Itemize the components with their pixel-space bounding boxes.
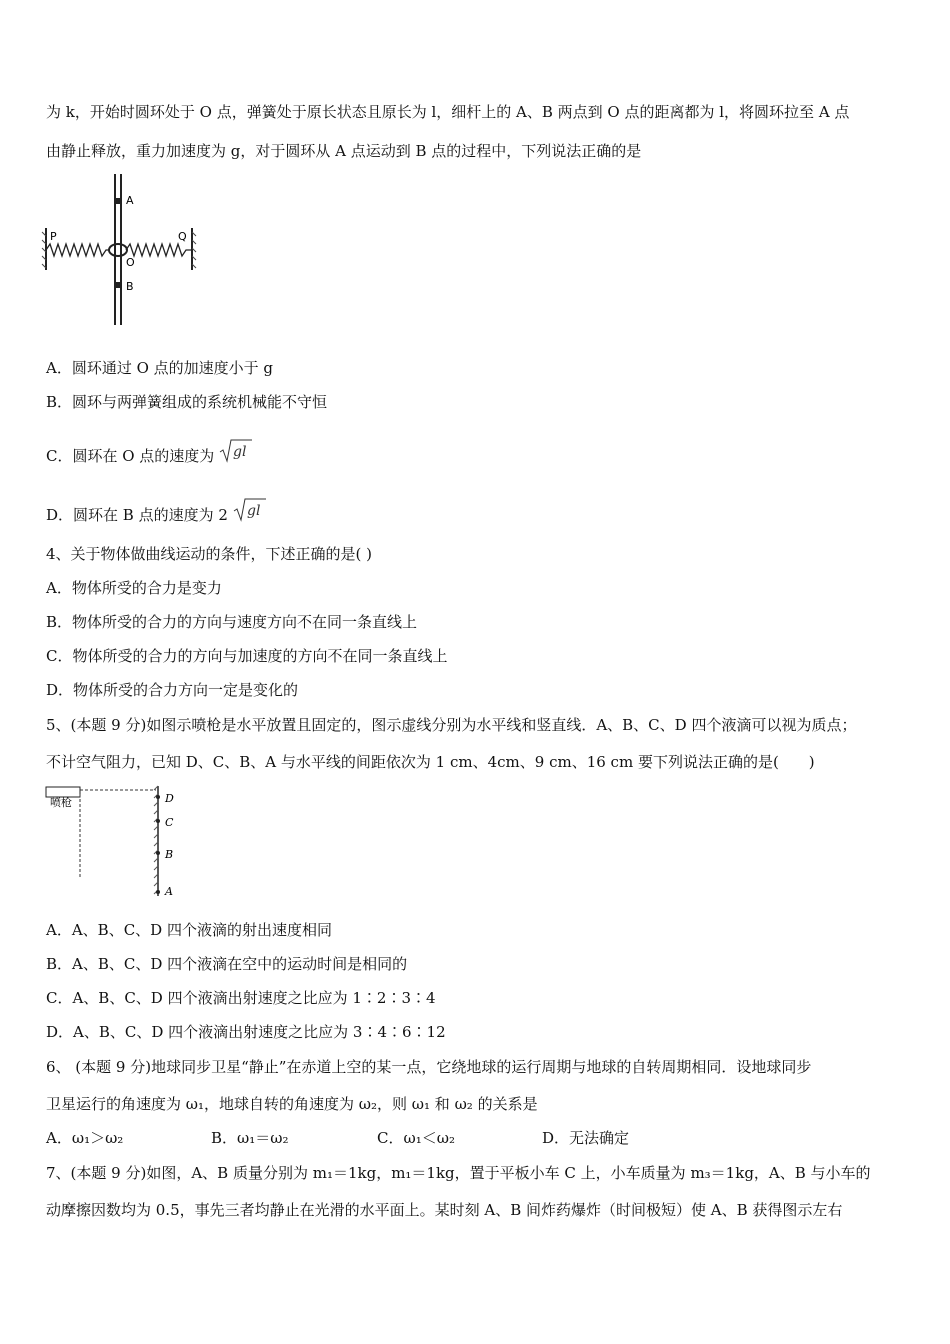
spray-gun-figure (44, 784, 194, 900)
q4-option-d: D．物体所受的合力方向一定是变化的 (46, 681, 299, 699)
q3-option-b: B．圆环与两弹簧组成的系统机械能不守恒 (46, 393, 328, 411)
q3-option-c-text: C．圆环在 O 点的速度为 (46, 447, 215, 465)
ring (109, 244, 127, 256)
q4-option-c: C．物体所受的合力的方向与加速度的方向不在同一条直线上 (46, 647, 448, 665)
q5-line-1: 5、(本题 9 分)如图示喷枪是水平放置且固定的，图示虚线分别为水平线和竖直线．A、B、C、D 四个液滴可以视为质点； (46, 716, 857, 734)
sqrt-gl-d (233, 496, 267, 522)
q5-option-a: A．A、B、C、D 四个液滴的射出速度相同 (46, 921, 332, 939)
q6-option-b: B．ω₁＝ω₂ (211, 1129, 289, 1147)
q6-option-a: A．ω₁＞ω₂ (46, 1129, 124, 1147)
q3-option-d (46, 496, 267, 525)
right-spring (126, 244, 192, 256)
intro-line-2: 由静止释放，重力加速度为 g，对于圆环从 A 点运动到 B 点的过程中，下列说法正确的是 (46, 142, 642, 160)
label-b: B (126, 280, 134, 293)
q6-option-d: D．无法确定 (542, 1129, 630, 1147)
q4-option-b: B．物体所受的合力的方向与速度方向不在同一条直线上 (46, 613, 418, 631)
q5-option-d: D．A、B、C、D 四个液滴出射速度之比应为 3∶4∶6∶12 (46, 1023, 446, 1041)
q5-line-2: 不计空气阻力，已知 D、C、B、A 与水平线的间距依次为 1 cm、4cm、9 cm、16 cm 要下列说法正确的是( ) (46, 753, 815, 771)
gun-label: 喷枪 (50, 796, 72, 809)
label-b2: B (165, 848, 174, 861)
q5-option-b: B．A、B、C、D 四个液滴在空中的运动时间是相同的 (46, 955, 408, 973)
label-q: Q (178, 230, 187, 243)
q4-option-a: A．物体所受的合力是变力 (46, 579, 222, 597)
label-c: C (165, 816, 174, 829)
q6-line-2: 卫星运行的角速度为 ω₁，地球自转的角速度为 ω₂，则 ω₁ 和 ω₂ 的关系是 (46, 1095, 538, 1113)
q3-option-a: A．圆环通过 O 点的加速度小于 g (46, 359, 274, 377)
label-p: P (50, 230, 57, 243)
q5-option-c: C．A、B、C、D 四个液滴出射速度之比应为 1∶2∶3∶4 (46, 989, 436, 1007)
sqrt-gl-c (219, 437, 253, 463)
radicand-c: gl (233, 444, 247, 460)
ring-spring-figure (40, 170, 200, 330)
q7-line-1: 7、(本题 9 分)如图，A、B 质量分别为 m₁＝1kg，m₁＝1kg，置于平板小车 C 上，小车质量为 m₃＝1kg，A、B 与小车的 (46, 1164, 871, 1182)
intro-line-1: 为 k，开始时圆环处于 O 点，弹簧处于原长状态且原长为 l，细杆上的 A、B 两点到 O 点的距离都为 l，将圆环拉至 A 点 (46, 103, 850, 121)
q6-line-1: 6、 (本题 9 分)地球同步卫星“静止”在赤道上空的某一点，它绕地球的运行周期与地球的自转周期相同．设地球同步 (46, 1058, 812, 1076)
radicand-d: gl (246, 503, 261, 519)
label-d: D (165, 792, 174, 805)
q4-stem: 4、关于物体做曲线运动的条件，下述正确的是( ) (46, 545, 373, 563)
q3-option-c (46, 437, 253, 466)
q3-option-d-text: D．圆环在 B 点的速度为 2 (46, 506, 228, 524)
label-a: A (126, 194, 134, 207)
left-spring (46, 244, 110, 256)
label-o: O (126, 256, 135, 269)
q7-line-2: 动摩擦因数均为 0.5，事先三者均静止在光滑的水平面上。某时刻 A、B 间炸药爆炸（时间极短）使 A、B 获得图示左右 (46, 1201, 843, 1219)
q6-option-c: C．ω₁＜ω₂ (377, 1129, 455, 1147)
label-a2: A (165, 885, 173, 898)
